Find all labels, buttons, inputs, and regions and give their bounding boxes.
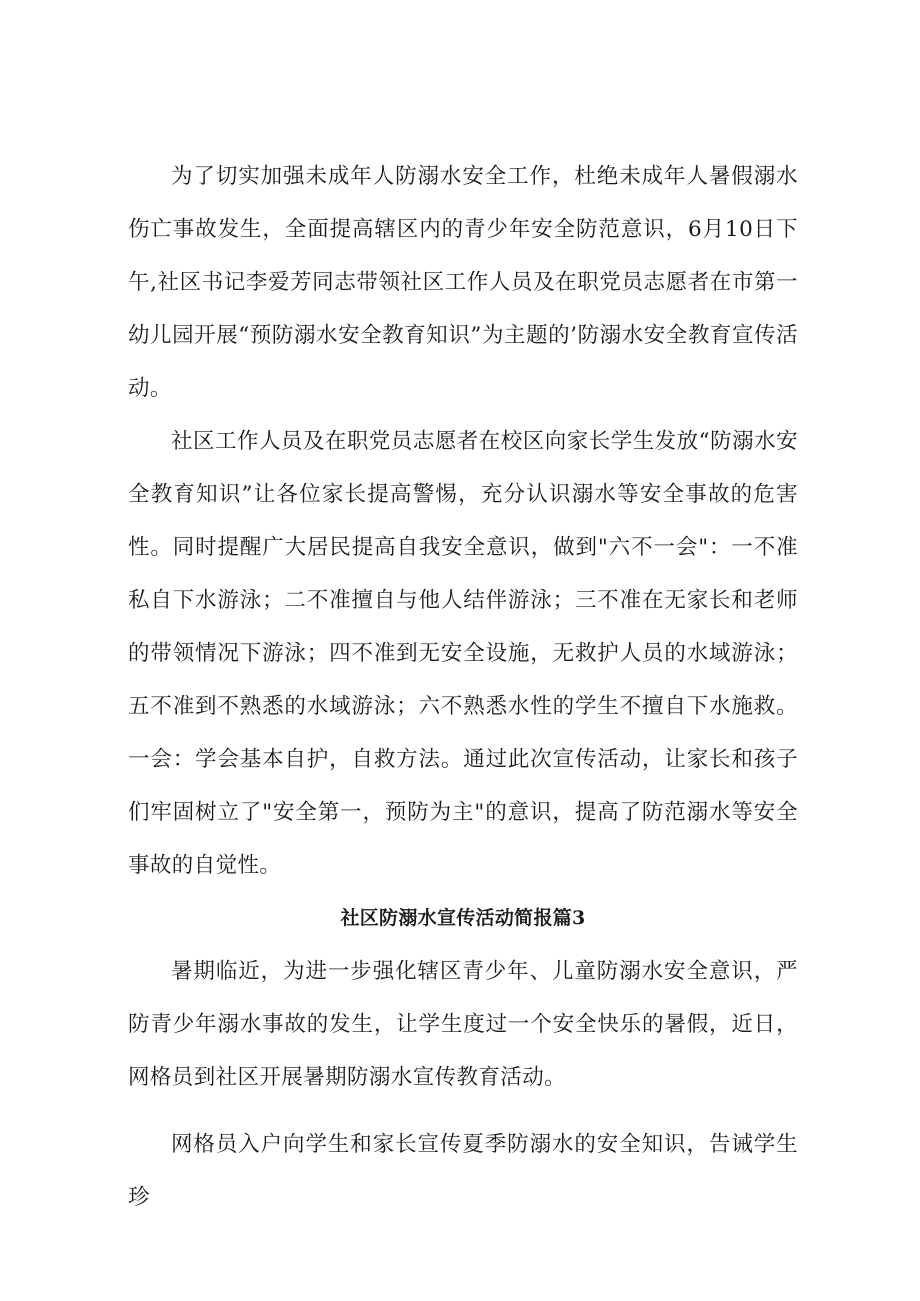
paragraph-six-rules: 社区工作人员及在职党员志愿者在校区向家长学生发放“防溺水安全教育知识”让各位家长提高警惕，充分认识溺水等安全事故的危害性。同时提醒广大居民提高自我安全意识，做到"六不一会"：一不准私自下水游泳；二不准擅自与他人结伴游泳；三不准在无家长和老师的带领情况下游泳；四不准到无安全设施，无救护人员的水域游泳；五不准到不熟悉的水域游泳；六不熟悉水性的学生不擅自下水施救。一会：学会基本自护，自救方法。通过此次宣传活动，让家长和孩子们牢固树立了"安全第一，预防为主"的意识，提高了防范溺水等安全事故的自觉性。 [128, 429, 798, 878]
paragraph-intro: 为了切实加强未成年人防溺水安全工作，杜绝未成年人暑假溺水伤亡事故发生，全面提高辖区内的青少年安全防范意识，6月10日下午,社区书记李爱芳同志带领社区工作人员及在职党员志愿者在市第一幼儿园开展“预防溺水安全教育知识”为主题的’防溺水安全教育宣传活动。 [128, 164, 798, 401]
paragraph-gap [128, 1104, 798, 1118]
paragraph-grid-worker: 网格员入户向学生和家长宣传夏季防溺水的安全知识，告诫学生珍 [128, 1132, 798, 1210]
paragraph-summer: 暑期临近，为进一步强化辖区青少年、儿童防溺水安全意识，严防青少年溺水事故的发生，让学生度过一个安全快乐的暑假，近日，网格员到社区开展暑期防溺水宣传教育活动。 [128, 959, 798, 1090]
document-body [128, 150, 798, 1224]
section-heading: 社区防溺水宣传活动简报篇3 [340, 907, 586, 929]
